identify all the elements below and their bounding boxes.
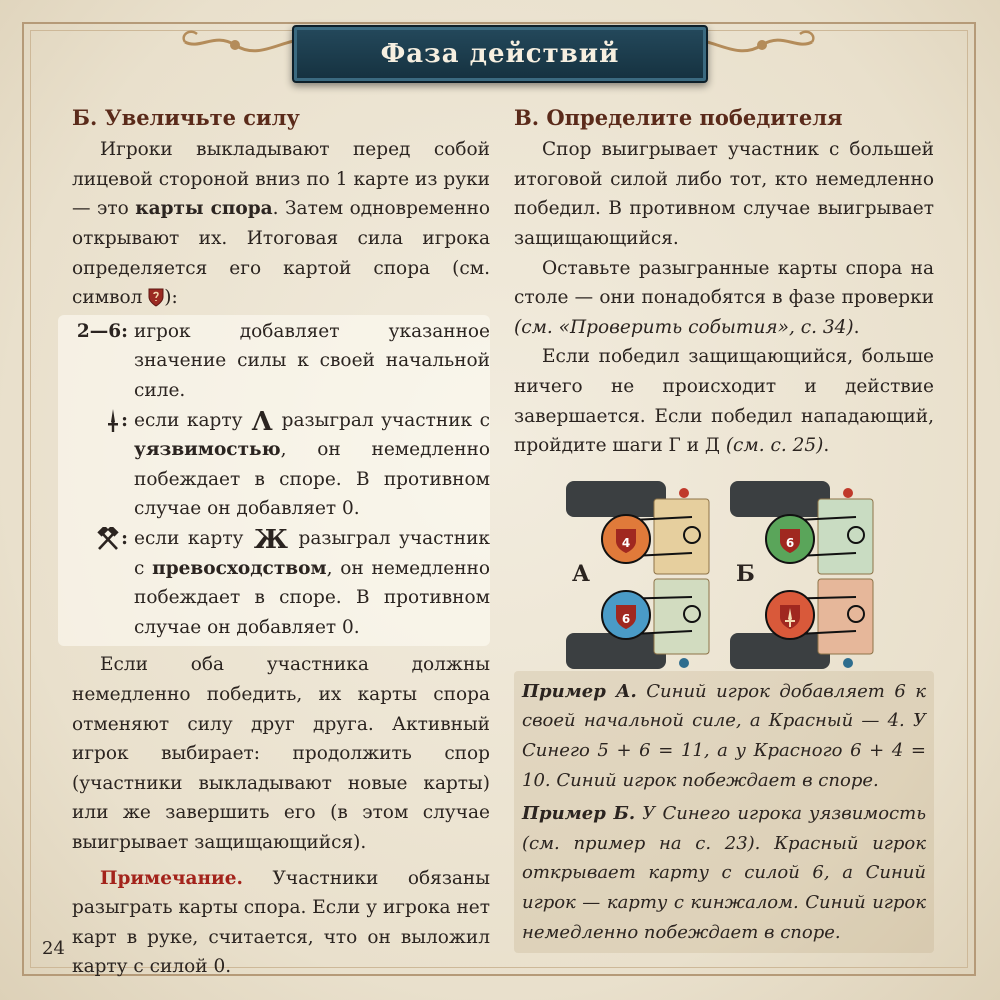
- rule-hammers-text-b: разыграл участник с: [134, 528, 490, 579]
- shield-icon: [148, 287, 164, 307]
- reference-page-25: (см. с. 25): [725, 435, 824, 457]
- page-title: Фаза действий: [380, 39, 620, 69]
- rule-hammers-text-a: если карту: [134, 528, 252, 550]
- intro-text-d: ):: [164, 287, 178, 309]
- winner-paragraph-3-end: .: [823, 435, 830, 457]
- winner-paragraph-3: [514, 342, 934, 460]
- hammers-colon: :: [121, 528, 128, 550]
- crossed-hammers-icon: [95, 527, 121, 551]
- rule-values-key: 2—6:: [76, 320, 128, 342]
- example-b-body: У Синего игрока уязвимость (см. пример на с. 23). Красный игрок открывает карту с силой 6, а Синий игрок — карту с кинжалом. Синий игрок немедленно побеждает в споре.: [522, 803, 927, 943]
- example-cards-svg: [514, 481, 934, 671]
- example-b-top-value: 6: [785, 535, 795, 550]
- example-a-illustration: [566, 481, 709, 669]
- heading-increase-strength: Б. Увеличьте силу: [72, 105, 300, 130]
- rule-hammers-text: [134, 524, 490, 642]
- rule-hammers: [72, 524, 490, 642]
- intro-term-dispute-cards: карты спора: [135, 198, 273, 220]
- winner-paragraph-2-end: .: [853, 316, 860, 338]
- rule-dagger-text-c: , он немедленно побеждает в споре. В противном случае он добавляет 0.: [134, 439, 490, 520]
- section-header: [292, 25, 708, 83]
- hammers-letter-symbol: Ж: [253, 525, 289, 556]
- term-superiority: превосходством: [152, 557, 327, 579]
- page-number: 24: [42, 938, 65, 959]
- intro-paragraph: [58, 135, 490, 313]
- right-column: [514, 104, 934, 953]
- both-win-paragraph: Если оба участника должны немедленно победить, их карты спора отменяют силу друг друга. Активный игрок выбирает: продолжить спор (участники выкладывают новые карты) или же завершить его (в этом случае выигрывает защищающийся).: [72, 654, 490, 853]
- example-a-label: А: [572, 560, 590, 587]
- reference-check-events: (см. «Проверить события», с. 34): [514, 316, 854, 338]
- intro-text-a: Игроки выкладывают перед собой лицевой стороной вниз по 1 карте из руки — это: [72, 139, 490, 220]
- rule-hammers-key: [72, 524, 134, 642]
- winner-paragraph-3-text: Если победил защищающийся, больше ничего не происходит и действие завершается. Если победил нападающий, пройдите шаги Г и Д: [514, 346, 934, 457]
- winner-paragraph-2-text: Оставьте разыгранные карты спора на столе — они понадобятся в фазе проверки: [514, 257, 934, 309]
- dagger-icon: [105, 408, 121, 434]
- rule-hammers-text-c: , он немедленно побеждает в споре. В противном случае он добавляет 0.: [134, 557, 490, 638]
- rule-dagger-text-a: если карту: [134, 409, 250, 431]
- rule-dagger-key: [72, 406, 134, 524]
- rule-values-text: игрок добавляет указанное значение силы к своей начальной силе.: [134, 320, 490, 402]
- rule-dagger-text: [134, 406, 490, 524]
- example-a-top-value: 4: [621, 535, 631, 550]
- heading-determine-winner: В. Определите победителя: [514, 105, 843, 130]
- example-b-text: [522, 799, 926, 947]
- example-a-bottom-value: 6: [621, 611, 631, 626]
- winner-paragraph-1: Спор выигрывает участник с большей итоговой силой либо тот, кто немедленно победил. В противном случае выигрывает защищающийся.: [514, 139, 934, 250]
- example-illustration: [514, 481, 934, 671]
- dagger-letter-symbol: Λ: [251, 406, 273, 437]
- example-b-label: Б: [736, 560, 755, 587]
- rule-dagger-text-b: разыграл участник с: [274, 409, 490, 431]
- intro-text-c: . Затем одновременно открывают их. Итоговая сила игрока определяется его картой спора (см. символ: [72, 198, 490, 309]
- note-label: Примечание.: [100, 867, 243, 889]
- term-vulnerability: уязвимостью: [134, 439, 281, 461]
- examples-box: [514, 671, 934, 953]
- rule-values: [72, 317, 490, 406]
- rule-dagger: [72, 406, 490, 524]
- example-a-body: Синий игрок добавляет 6 к своей начальной силе, а Красный — 4. У Синего 5 + 6 = 11, а у Красного 6 + 4 = 10. Синий игрок побеждает в споре.: [522, 680, 926, 791]
- note-text: Участники обязаны разыграть карты спора. Если у игрока нет карт в руке, считается, что он выложил карту с силой 0.: [72, 867, 490, 978]
- left-column: [58, 104, 490, 982]
- dagger-colon: :: [121, 409, 128, 431]
- example-b-illustration: [730, 481, 873, 669]
- note-paragraph: [58, 864, 490, 982]
- example-a-title: Пример А.: [522, 680, 637, 702]
- rules-box: [58, 315, 490, 647]
- winner-paragraph-2: [514, 254, 934, 343]
- example-a-text: [522, 677, 926, 795]
- example-b-title: Пример Б.: [522, 803, 636, 825]
